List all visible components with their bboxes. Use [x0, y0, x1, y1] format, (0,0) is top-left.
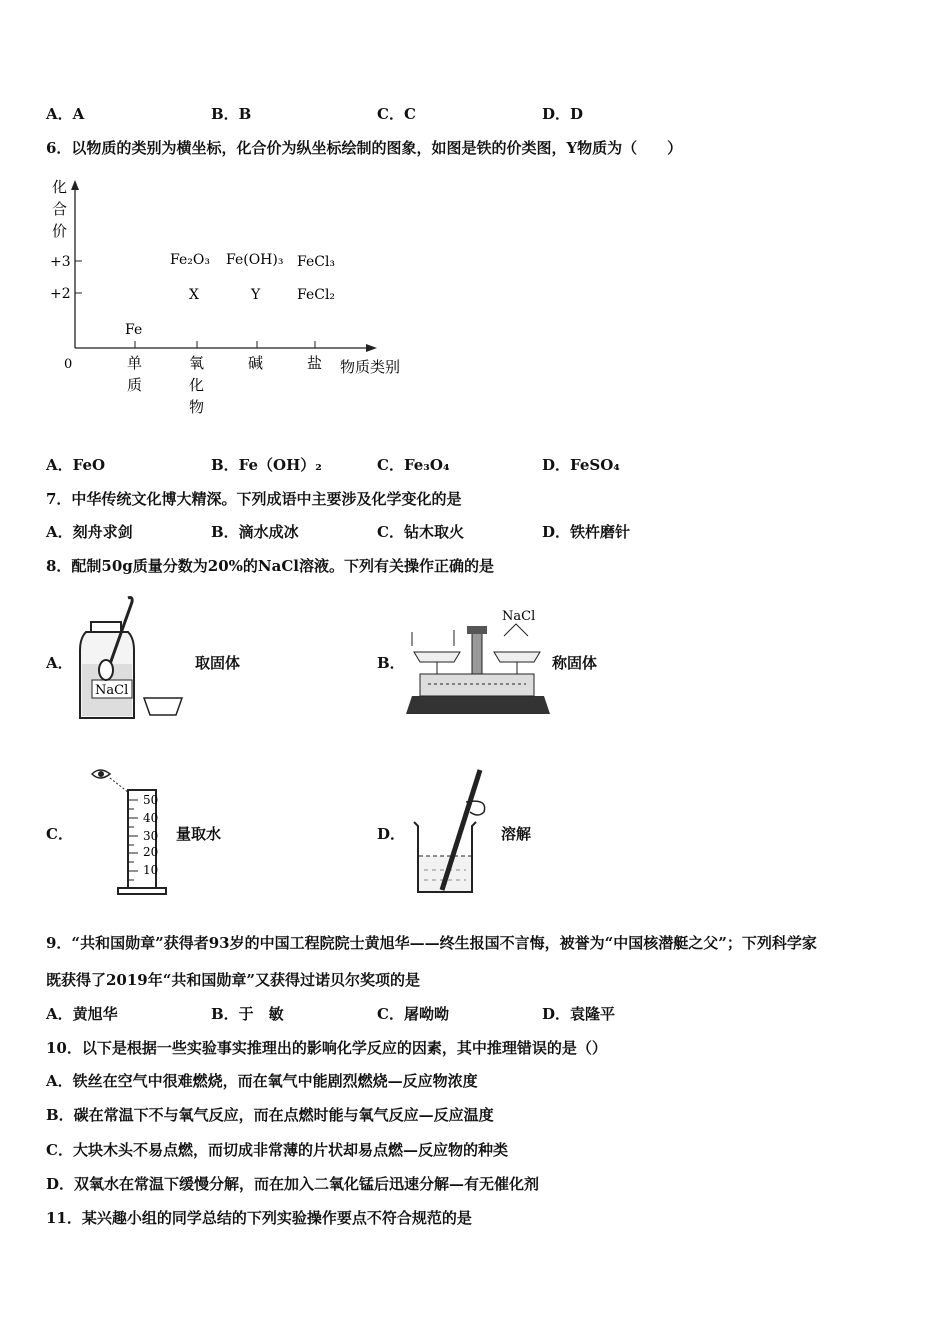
balance-illustration	[404, 600, 550, 720]
scale-label: 20	[143, 845, 159, 859]
q5-option-c: C．C	[377, 105, 416, 123]
bottle-label: NaCl	[95, 683, 129, 698]
balance-pillar	[472, 628, 482, 674]
q7-option-a: A．刻舟求剑	[46, 523, 133, 541]
q9-stem-line2: 既获得了2019年“共和国勋章”又获得过诺贝尔奖项的是	[46, 971, 421, 989]
point-label: FeCl₂	[297, 287, 336, 303]
x-cat-label: 盐	[307, 354, 323, 372]
x-axis-title: 物质类别	[340, 358, 401, 376]
x-cat-label: 氧	[189, 354, 205, 372]
q7-option-c: C．钻木取火	[377, 523, 464, 541]
spoon-bowl	[99, 660, 113, 680]
q6-stem: 6．以物质的类别为横坐标，化合价为纵坐标绘制的图象，如图是铁的价类图，Y物质为（ ）	[46, 139, 683, 157]
y-axis-arrow	[71, 180, 79, 190]
q8-c-label: 量取水	[176, 825, 222, 843]
y-label-char: 价	[52, 222, 68, 240]
x-cat-label: 碱	[248, 354, 264, 372]
origin-label: 0	[64, 357, 73, 372]
reagent-bottle-illustration	[76, 594, 196, 724]
q5-option-d: D．D	[542, 105, 584, 123]
q5-option-a: A．A	[46, 105, 85, 123]
q9-option-b: B．于 敏	[211, 1005, 284, 1023]
graduated-cylinder-illustration	[88, 764, 168, 898]
q8-d-label: 溶解	[501, 825, 532, 843]
q6-option-c: C．Fe₃O₄	[377, 456, 450, 474]
q8-stem: 8．配制50g质量分数为20%的NaCl溶液。下列有关操作正确的是	[46, 557, 494, 575]
point-label: Fe	[125, 322, 143, 338]
q10-option-c: C．大块木头不易点燃，而切成非常薄的片状却易点燃—反应物的种类	[46, 1141, 508, 1159]
q11-stem: 11．某兴趣小组的同学总结的下列实验操作要点不符合规范的是	[46, 1209, 472, 1227]
q6-option-d: D．FeSO₄	[542, 456, 620, 474]
q8-a-letter: A．	[46, 654, 73, 672]
q7-stem: 7．中华传统文化博大精深。下列成语中主要涉及化学变化的是	[46, 490, 462, 508]
y-label-char: 合	[52, 200, 68, 218]
balance-body	[420, 674, 534, 696]
left-pan	[414, 652, 460, 662]
beaker-stirring-illustration	[408, 766, 498, 896]
q7-option-d: D．铁杵磨针	[542, 523, 631, 541]
x-cat-label: 单	[127, 354, 143, 372]
q9-option-a: A．黄旭华	[46, 1005, 118, 1023]
y-label-char: 化	[52, 178, 68, 196]
q10-option-a: A．铁丝在空气中很难燃烧，而在氧气中能剧烈燃烧—反应物浓度	[46, 1072, 478, 1090]
q6-option-a: A．FeO	[46, 456, 106, 474]
point-label: Fe(OH)₃	[226, 252, 284, 268]
x-cat-label: 化	[189, 376, 205, 394]
q8-c-letter: C．	[46, 825, 73, 843]
q8-b-label: 称固体	[552, 654, 598, 672]
y-tick-label: +2	[50, 286, 71, 302]
q8-a-label: 取固体	[195, 654, 241, 672]
iron-valence-chart	[40, 172, 430, 432]
point-label: Y	[251, 287, 261, 303]
x-cat-label: 质	[127, 376, 143, 394]
q7-option-b: B．滴水成冰	[211, 523, 299, 541]
bottle-neck	[91, 622, 121, 632]
q8-b-letter: B．	[377, 654, 405, 672]
scale-label: 50	[143, 793, 159, 807]
q10-stem: 10．以下是根据一些实验事实推理出的影响化学反应的因素，其中推理错误的是（）	[46, 1039, 607, 1057]
x-axis-arrow	[366, 344, 377, 352]
evaporating-dish	[144, 698, 182, 715]
balance-head	[467, 626, 487, 634]
q9-stem-line1: 9．“共和国勋章”获得者93岁的中国工程院院士黄旭华——终生报国不言悔，被誉为“中国核潜艇之父”；下列科学家	[46, 934, 817, 952]
q10-option-d: D．双氧水在常温下缓慢分解，而在加入二氧化锰后迅速分解—有无催化剂	[46, 1175, 540, 1193]
right-pan	[494, 652, 540, 662]
point-label: FeCl₃	[297, 254, 336, 270]
scale-label: 40	[143, 811, 159, 825]
balance-base	[406, 696, 550, 714]
balance-pan-label: NaCl	[502, 609, 536, 624]
cylinder-base	[118, 888, 166, 894]
left-paper	[412, 630, 454, 646]
scale-label: 10	[143, 863, 159, 877]
q10-option-b: B．碳在常温下不与氧气反应，而在点燃时能与氧气反应—反应温度	[46, 1106, 494, 1124]
q9-option-c: C．屠呦呦	[377, 1005, 449, 1023]
point-label: X	[189, 287, 199, 303]
x-cat-label: 物	[189, 398, 205, 416]
q9-option-d: D．袁隆平	[542, 1005, 616, 1023]
q5-option-b: B．B	[211, 105, 252, 123]
y-tick-label: +3	[50, 254, 71, 270]
q6-option-b: B．Fe（OH）₂	[211, 456, 322, 474]
scale-label: 30	[143, 829, 159, 843]
right-paper	[504, 624, 528, 636]
q8-d-letter: D．	[377, 825, 406, 843]
point-label: Fe₂O₃	[170, 252, 210, 268]
eye-pupil	[98, 771, 104, 777]
